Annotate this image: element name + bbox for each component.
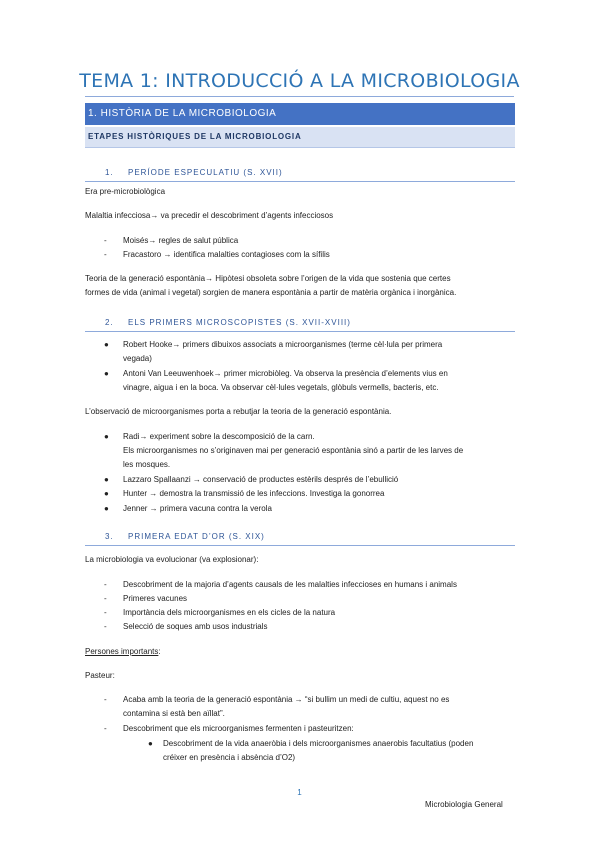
paragraph: L’observació de microorganismes porta a rebutjar la teoria de la generació espontània. (85, 407, 392, 416)
paragraph: Malaltia infecciosa→ va precedir el descobriment d’agents infecciosos (85, 211, 334, 220)
dash-marker: - (104, 594, 107, 603)
list-item-text: Robert Hooke→ primers dibuixos associats a microorganismes (terme cèl·lula per primera (123, 340, 443, 349)
list-item-text: Antoni Van Leeuwenhoek→ primer microbiòleg. Va observa la presència d’elements vius en (123, 369, 448, 378)
section-heading-3 (85, 530, 515, 546)
list-item-text: Descobriment de la vida anaeròbia i dels microorganismes anaerobis facultatius (poden (163, 739, 474, 748)
list-item-text: Importància dels microorganismes en els cicles de la natura (123, 608, 336, 617)
section-title: ELS PRIMERS MICROSCOPISTES (S. XVII-XVIII) (128, 318, 351, 327)
list-item-text: Descobriment de la majoria d’agents causals de les malalties infeccioses en humans i animals (123, 580, 457, 589)
dash-marker: - (104, 724, 107, 733)
dash-marker: - (104, 250, 107, 259)
label-colon: : (158, 647, 161, 656)
paragraph: Era pre-microbiològica (85, 187, 166, 196)
list-item-text: Lazzaro Spallaanzi → conservació de productes estèrils després de l’ebullició (123, 475, 399, 484)
section-number: 3. (105, 532, 114, 541)
dash-marker: - (104, 580, 107, 589)
footer-course: Microbiologia General (425, 800, 503, 809)
paragraph: Pasteur: (85, 671, 115, 680)
page-title: TEMA 1: INTRODUCCIÓ A LA MICROBIOLOGIA (79, 70, 520, 92)
paragraph: formes de vida (animal i vegetal) sorgien de manera espontània a partir de matèria orgànica i inorgànica. (85, 288, 457, 297)
paragraph (85, 645, 515, 659)
list-item-text: Selecció de soques amb usos industrials (123, 622, 268, 631)
list-item-text: Hunter → demostra la transmissió de les infeccions. Investiga la gonorrea (123, 489, 385, 498)
section-heading-2 (85, 316, 515, 332)
list-item-text: Descobriment que els microorganismes fermenten i pasteuritzen: (123, 724, 354, 733)
bullet-marker: ● (104, 369, 109, 378)
dash-marker: - (104, 608, 107, 617)
paragraph: Teoria de la generació espontània→ Hipòtesi obsoleta sobre l’origen de la vida que sostenia que certes (85, 274, 451, 283)
list-item-text: Acaba amb la teoria de la generació espontània → “si bullim un medi de cultiu, aquest no es (123, 695, 450, 704)
list-item-text: Fracastoro → identifica malalties contagioses com la sífilis (123, 250, 330, 259)
bullet-marker: ● (104, 504, 109, 513)
title-rule (85, 96, 514, 97)
section-title: PRIMERA EDAT D’OR (S. XIX) (128, 532, 265, 541)
list-item-text: vinagre, aigua i en la boca. Va observar cèl·lules vegetals, glòbuls vermells, bacteris, etc. (123, 383, 439, 392)
bullet-marker: ● (104, 475, 109, 484)
bullet-marker: ● (148, 739, 153, 748)
dash-marker: - (104, 622, 107, 631)
underlined-label: Persones importants (85, 647, 159, 656)
list-item-text: créixer en presència i absència d’O2) (163, 753, 296, 762)
section-number: 2. (105, 318, 114, 327)
list-item-text: Radi→ experiment sobre la descomposició de la carn. (123, 432, 315, 441)
list-item-text: les mosques. (123, 460, 171, 469)
section-title: PERÍODE ESPECULATIU (S. XVII) (128, 168, 283, 177)
page-number: 1 (297, 788, 302, 797)
bullet-marker: ● (104, 489, 109, 498)
section-number: 1. (105, 168, 114, 177)
list-item-text: Primeres vacunes (123, 594, 188, 603)
dash-marker: - (104, 236, 107, 245)
list-item-text: vegada) (123, 354, 152, 363)
list-item-text: Moisés→ regles de salut pública (123, 236, 239, 245)
bullet-marker: ● (104, 432, 109, 441)
list-item-text: Jenner → primera vacuna contra la verola (123, 504, 272, 513)
heading-2: ETAPES HISTÒRIQUES DE LA MICROBIOLOGIA (85, 127, 515, 148)
list-item-text: contamina si està ben aïllat”. (123, 709, 225, 718)
dash-marker: - (104, 695, 107, 704)
section-heading-1 (85, 166, 515, 182)
heading-1: 1. HISTÒRIA DE LA MICROBIOLOGIA (85, 103, 515, 125)
bullet-marker: ● (104, 340, 109, 349)
paragraph: La microbiologia va evolucionar (va explosionar): (85, 555, 259, 564)
list-item-text: Els microorganismes no s’originaven mai per generació espontània sinó a partir de les larves de (123, 446, 464, 455)
